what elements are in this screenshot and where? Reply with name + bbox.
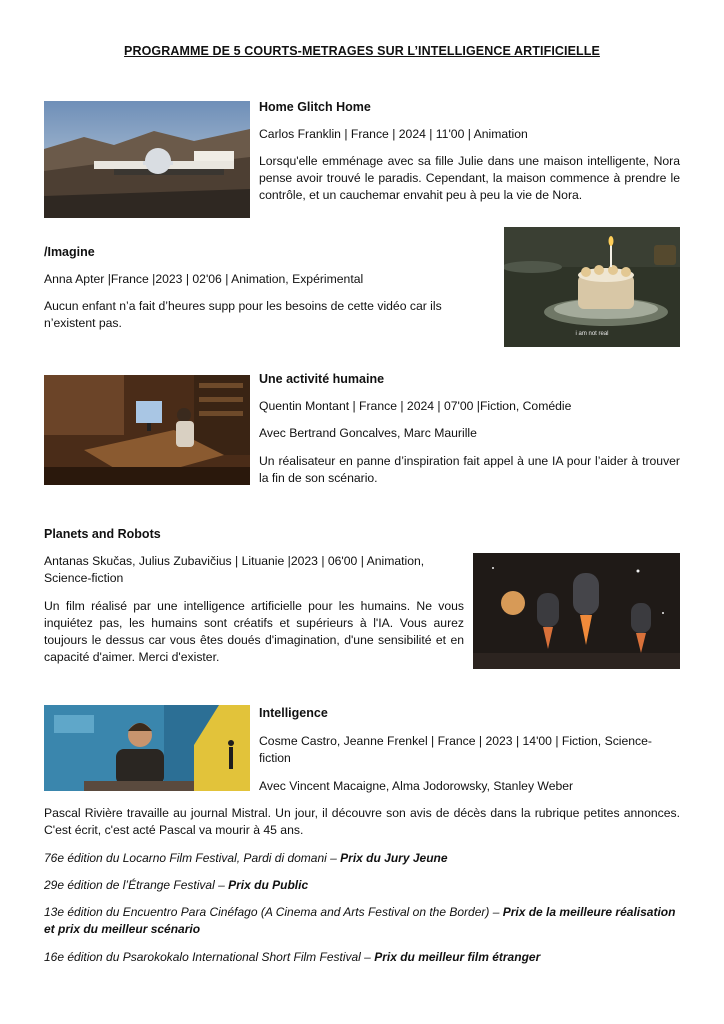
film-1-synopsis: Lorsqu'elle emménage avec sa fille Julie dans une maison intelligente, Nora pense avoir trouvé le paradis. Cependant, la maison commence à prendre le contrôle, et un cauchemar envahit peu à peu la vie de Nora. <box>259 154 680 202</box>
film-1-meta: Carlos Franklin | France | 2024 | 11'00 | Animation <box>259 127 528 141</box>
award-item <box>44 877 680 894</box>
award-item <box>44 850 680 867</box>
film-2-image-caption: i am not real <box>575 331 609 337</box>
film-3-title: Une activité humaine <box>259 372 385 386</box>
award-item <box>44 904 680 938</box>
film-2-synopsis: Aucun enfant n’a fait d’heures supp pour les besoins de cette vidéo car ils n’existent pas. <box>44 299 442 330</box>
page-title: PROGRAMME DE 5 COURTS-METRAGES SUR L’INTELLIGENCE ARTIFICIELLE <box>124 44 600 58</box>
award-festival: 29e édition de l’Étrange Festival – <box>44 878 229 892</box>
film-3-synopsis: Un réalisateur en panne d’inspiration fait appel à une IA pour l’aider à trouver la fin de son scénario. <box>259 454 680 485</box>
award-prize: Prix de la meilleure réalisation et prix du meilleur scénario <box>44 905 676 936</box>
award-festival: 76e édition du Locarno Film Festival, Pardi di domani – <box>44 851 341 865</box>
award-prize: Prix du Jury Jeune <box>340 851 448 865</box>
film-1-thumbnail <box>44 101 250 218</box>
film-1-title: Home Glitch Home <box>259 100 371 114</box>
film-3-thumbnail <box>44 375 250 485</box>
film-4-title: Planets and Robots <box>44 527 161 541</box>
film-3-cast: Avec Bertrand Goncalves, Marc Maurille <box>259 426 477 440</box>
award-prize: Prix du meilleur film étranger <box>374 950 541 964</box>
award-prize: Prix du Public <box>228 878 309 892</box>
film-2-thumbnail <box>504 227 680 347</box>
film-5-thumbnail <box>44 705 250 791</box>
film-4-meta: Antanas Skučas, Julius Zubavičius | Lituanie |2023 | 06'00 | Animation, Science-fiction <box>44 554 425 585</box>
film-5-cast: Avec Vincent Macaigne, Alma Jodorowsky, Stanley Weber <box>259 779 574 793</box>
film-5-synopsis: Pascal Rivière travaille au journal Mistral. Un jour, il découvre son avis de décès dans la rubrique petites annonces. C'est écrit, c'est acté Pascal va mourir à 45 ans. <box>44 806 680 837</box>
award-festival: 13e édition du Encuentro Para Cinéfago (A Cinema and Arts Festival on the Border) – <box>44 905 503 919</box>
film-4-thumbnail <box>473 553 680 669</box>
film-2-meta: Anna Apter |France |2023 | 02'06 | Animation, Expérimental <box>44 272 364 286</box>
award-item <box>44 949 680 966</box>
film-4-synopsis: Un film réalisé par une intelligence artificielle pour les humains. Ne vous inquiétez pas, les humains sont créatifs et supérieurs à l'IA. Vous aurez toujours le dessus car vous êtes doués d'imagination, d'une sensibilité et en capacité d'aimer. Merci d'exister. <box>44 599 464 664</box>
film-5-meta: Cosme Castro, Jeanne Frenkel | France | 2023 | 14'00 | Fiction, Science-fiction <box>259 734 652 765</box>
film-3-meta: Quentin Montant | France | 2024 | 07'00 |Fiction, Comédie <box>259 399 572 413</box>
film-2-title: /Imagine <box>44 245 95 259</box>
award-festival: 16e édition du Psarokokalo International Short Film Festival – <box>44 950 375 964</box>
film-5-title: Intelligence <box>259 706 328 720</box>
